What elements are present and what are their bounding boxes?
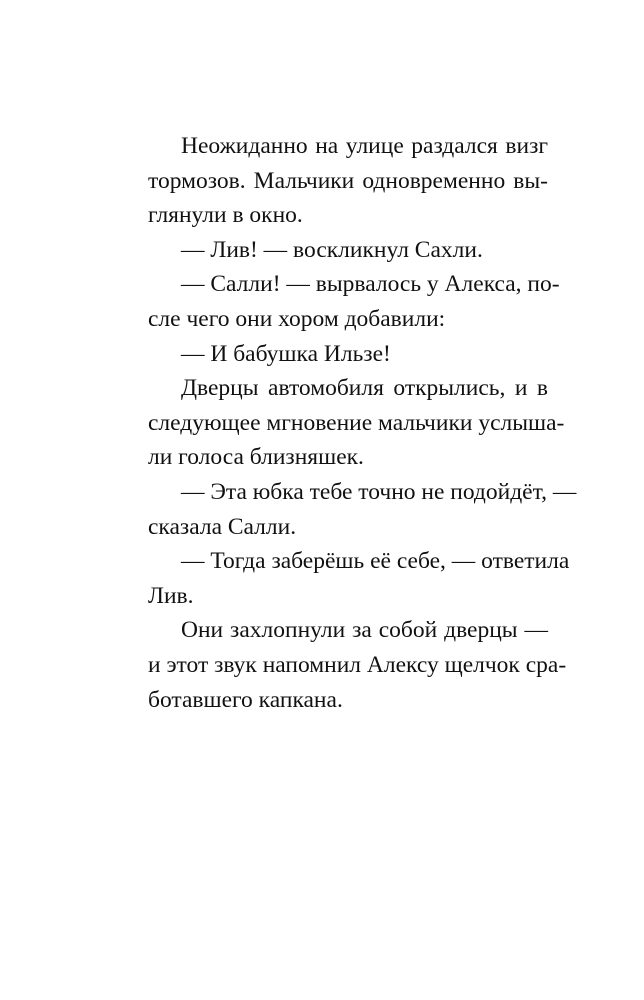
text-line: — И бабушка Ильзе! [181, 340, 391, 367]
text-line: Они захлопнули за собой дверцы — [181, 617, 548, 644]
text-line: глянули в окно. [148, 202, 303, 229]
text-line: — Салли! — вырвалось у Алекса, по- [181, 271, 560, 298]
text-line: — Эта юбка тебе точно не подойдёт, — [181, 478, 577, 505]
text-line: сле чего они хором добавили: [148, 305, 446, 332]
text-line: — Тогда заберёшь её себе, — ответила [181, 548, 570, 575]
text-line: Лив. [148, 582, 194, 609]
text-line: сказала Салли. [148, 513, 297, 540]
text-line: ботавшего капкана. [148, 686, 343, 713]
text-line: и этот звук напомнил Алексу щелчок сра- [148, 651, 567, 678]
body-text [148, 129, 577, 717]
text-line: следующее мгновение мальчики услыша- [148, 409, 565, 436]
text-line: ли голоса близняшек. [148, 444, 364, 471]
text-line: тормозов. Мальчики одновременно вы- [148, 167, 548, 194]
text-line: Дверцы автомобиля открылись, и в [181, 375, 548, 402]
text-line: Неожиданно на улице раздался визг [181, 133, 548, 159]
text-line: — Лив! — воскликнул Сахли. [181, 236, 483, 263]
